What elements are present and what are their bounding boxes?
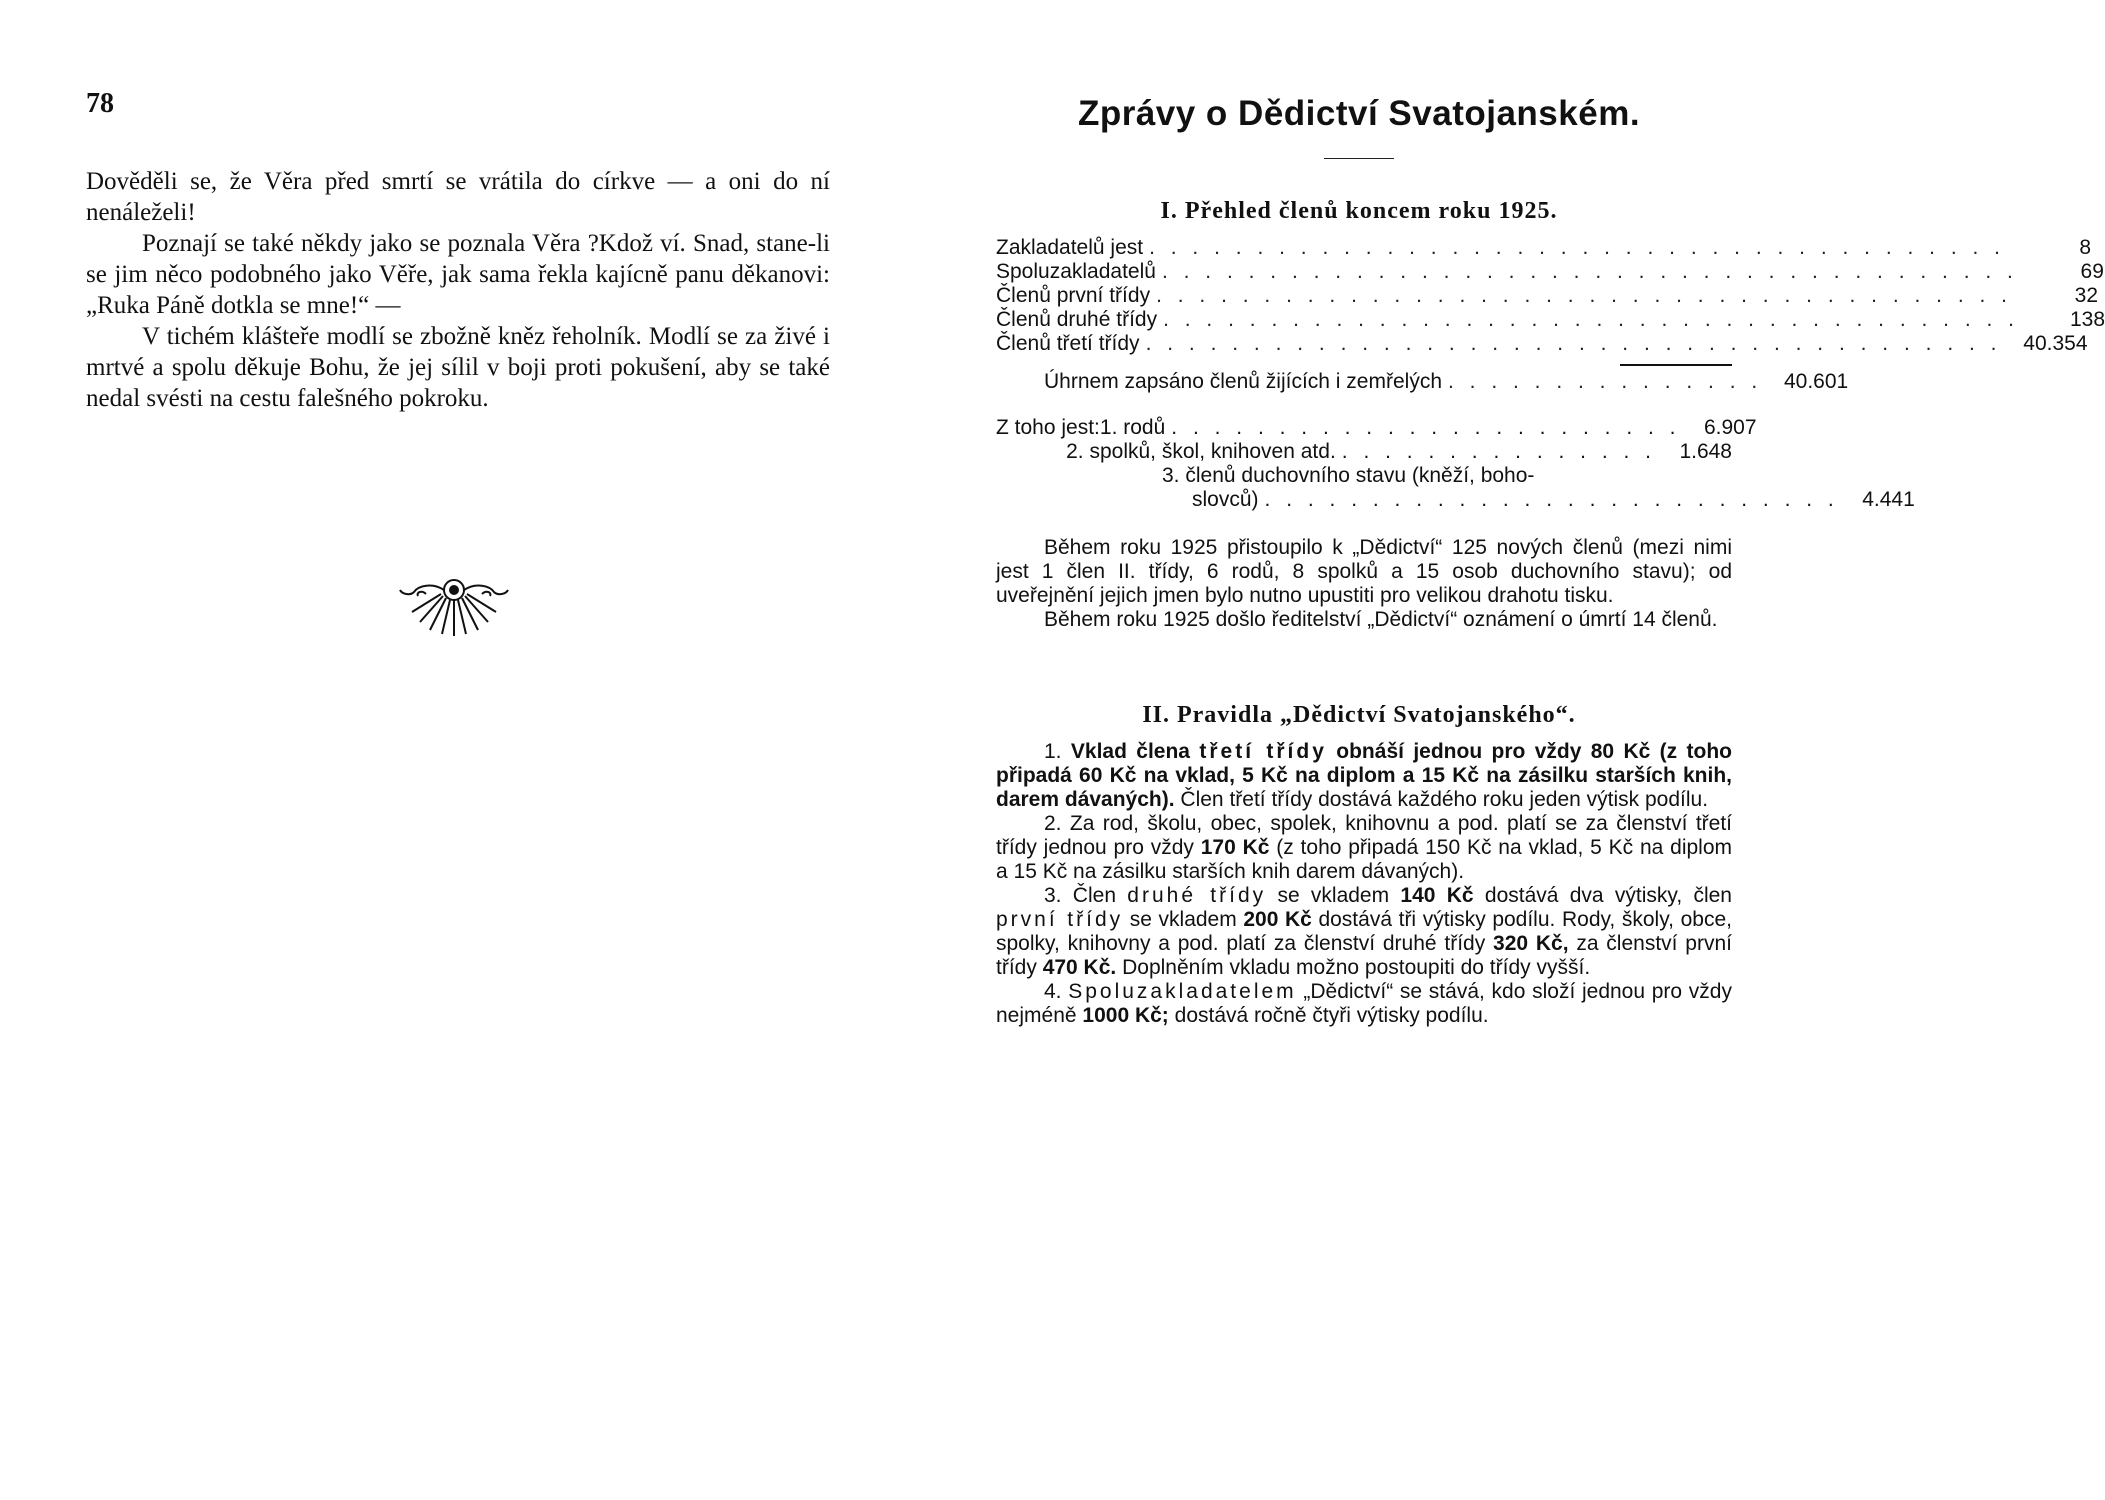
paragraph: Dověděli se, že Věra před smrtí se vrátila do církve — a oni do ní nenáleželi! xyxy=(86,168,830,226)
rule-text: (z toho připadá 150 Kč na vklad, 5 Kč na diplom a 15 Kč na zásilku starších knih darem dávaných). xyxy=(996,836,1733,883)
rule-text: za členství první třídy xyxy=(996,932,1732,979)
rules-body xyxy=(996,740,1732,1028)
row-label: Zakladatelů jest xyxy=(996,236,1144,259)
paragraph: Poznají se také někdy jako se poznala Věra ?Kdož ví. Snad, stane-li se jim něco podobného jako Věře, jak sama řekla kajícně panu děkanovi: „Ruka Páně dotkla se mne!“ — xyxy=(86,230,830,319)
table-row xyxy=(996,236,2092,260)
rule-bold-text: obnáší jednou pro vždy 80 Kč (z toho připadá 60 Kč na vklad, 5 Kč na diplom a 15 Kč na zásilku starších knih, darem dávaných). xyxy=(996,740,1733,811)
paragraph: Během roku 1925 došlo ředitelství „Dědictví“ oznámení o úmrtí 14 členů. xyxy=(1044,608,1718,631)
sum-rule xyxy=(1620,364,1732,366)
leader-dots: . . . . . . . . . . . . . . . . . . . . . . . . . . . . . . . . . . . . . . . . xyxy=(1145,332,2002,355)
row-value: 69 xyxy=(2080,260,2104,283)
row-value: 138 xyxy=(2069,308,2105,331)
table-row xyxy=(996,284,2099,308)
leader-dots: . . . . . . . . . . . . . . . . . . . . . . . . . . . . . . . . . . . . . . . . xyxy=(1149,236,2006,259)
leader-dots: . . . . . . . . . . . . . . . . . . . . . . . . . . . . . . . . . . . . . . . . xyxy=(1161,260,2018,283)
right-page xyxy=(906,0,2105,1500)
table-row xyxy=(996,260,2104,284)
rule-amount: 1000 Kč; xyxy=(1082,1004,1169,1027)
rule-paragraph xyxy=(996,980,1732,1028)
breakdown-label: slovců) xyxy=(1192,488,1259,511)
table-row xyxy=(996,332,2088,356)
breakdown-value: 6.907 xyxy=(1703,416,1757,439)
rule-text: dostává ročně čtyři výtisky podílu. xyxy=(1174,1004,1489,1027)
row-value: 8 xyxy=(2079,236,2092,259)
rule-text: 2. Za rod, školu, obec, spolek, knihovnu a pod. platí se za členství třetí třídy jednou pro vždy xyxy=(996,812,1732,859)
total-value: 40.601 xyxy=(1783,370,1849,393)
breakdown-label: 2. spolků, škol, knihoven atd. xyxy=(1066,440,1336,463)
rule-paragraph xyxy=(996,812,1732,884)
members-table xyxy=(996,236,2105,356)
rule-paragraph xyxy=(996,740,1732,812)
breakdown-row xyxy=(996,464,1732,488)
divider xyxy=(1324,158,1394,159)
rule-text: dostává dva výtisky, člen xyxy=(1484,884,1732,907)
rule-number: 4. xyxy=(1044,980,1062,1003)
paragraph: Během roku 1925 přistoupilo k „Dědictví“ 125 nových členů (mezi nimi jest 1 člen II. třídy, 6 rodů, 8 spolků a 15 osob duchovního stavu); od uveřejnění jejich jmen bylo nutno upustiti pro velikou drahotu tisku. xyxy=(996,536,1732,607)
breakdown-value: 4.441 xyxy=(1862,488,1915,511)
rule-text: se vkladem xyxy=(1277,884,1390,907)
members-total xyxy=(996,370,1849,394)
total-label: Úhrnem zapsáno členů žijících i zemřelých xyxy=(1044,370,1442,393)
leader-dots: . . . . . . . . . . . . . . . xyxy=(1341,440,1656,463)
row-value: 32 xyxy=(2074,284,2099,307)
rules-heading: II. Pravidla „Dědictví Svatojanského“. xyxy=(1142,702,1576,728)
row-label: Členů třetí třídy xyxy=(996,332,1140,355)
rule-spaced-text: Spoluzakladatelem xyxy=(1068,980,1297,1003)
rule-spaced-text: druhé třídy xyxy=(1127,884,1267,907)
rule-text: se vkladem xyxy=(1129,908,1237,931)
row-label: Členů druhé třídy xyxy=(996,308,1158,331)
rule-number: 1. xyxy=(1044,740,1062,763)
members-breakdown xyxy=(996,416,1915,512)
leader-dots: . . . . . . . . . . . . . . . . . . . . . . . . . . . . . . . . . . . . . . . . xyxy=(1163,308,2020,331)
rule-paragraph xyxy=(996,884,1732,980)
total-row xyxy=(996,370,1849,394)
leader-dots: . . . . . . . . . . . . . . . . . . . . . . . . . . . xyxy=(1264,488,1839,511)
paragraph: V tichém klášteře modlí se zbožně kněz řeholník. Modlí se za živé i mrtvé a spolu děkuje Bohu, že jej sílil v boji proti pokušení, aby se také nedal svésti na cestu falešného pokroku. xyxy=(86,323,830,412)
left-text-body xyxy=(86,166,830,414)
row-value: 40.354 xyxy=(2023,332,2088,355)
rule-amount: 170 Kč xyxy=(1200,836,1270,859)
leader-dots: . . . . . . . . . . . . . . . . . . . . . . . . . . . . . . . . . . . . . . . . xyxy=(1156,284,2013,307)
members-notes xyxy=(996,536,1732,632)
rule-bold-text: Vklad člena xyxy=(1070,740,1190,763)
breakdown-value: 1.648 xyxy=(1679,440,1732,463)
row-label: Členů první třídy xyxy=(996,284,1151,307)
leader-dots: . . . . . . . . . . . . . . . xyxy=(1448,370,1763,393)
rule-text: „Dědictví“ se stává, kdo složí jednou pro vždy nejméně xyxy=(996,980,1732,1027)
rule-spaced-text: první třídy xyxy=(996,908,1124,931)
rule-text: Člen třetí třídy dostává každého roku jeden výtisk podílu. xyxy=(1180,788,1709,811)
members-heading: I. Přehled členů koncem roku 1925. xyxy=(1160,198,1558,224)
ornament-icon xyxy=(396,578,512,640)
breakdown-prefix: Z toho jest: xyxy=(996,416,1100,439)
table-row xyxy=(996,308,2105,332)
breakdown-row xyxy=(996,440,1732,464)
row-label: Spoluzakladatelů xyxy=(996,260,1156,283)
rule-amount: 140 Kč xyxy=(1400,884,1474,907)
breakdown-row xyxy=(996,488,1915,512)
breakdown-label: 1. rodů xyxy=(1099,416,1166,439)
rule-amount: 200 Kč xyxy=(1243,908,1312,931)
rule-text: 3. Člen xyxy=(1044,884,1116,907)
page-number: 78 xyxy=(86,88,114,119)
leader-dots: . . . . . . . . . . . . . . . . . . . . . . . . xyxy=(1171,416,1681,439)
page-title: Zprávy o Dědictví Svatojanském. xyxy=(1077,94,1641,133)
breakdown-row xyxy=(996,416,1757,440)
breakdown-label: 3. členů duchovního stavu (kněží, boho- xyxy=(1162,464,1535,487)
rule-text: dostává tři výtisky podílu. Rody, školy, obce, spolky, knihovny a pod. platí za členství druhé třídy xyxy=(996,908,1732,955)
rule-amount: 320 Kč, xyxy=(1493,932,1569,955)
left-page xyxy=(0,0,906,1500)
rule-text: Doplněním vkladu možno postoupiti do třídy vyšší. xyxy=(1122,956,1591,979)
rule-spaced-text: třetí třídy xyxy=(1199,740,1327,763)
rule-amount: 470 Kč. xyxy=(1042,956,1117,979)
